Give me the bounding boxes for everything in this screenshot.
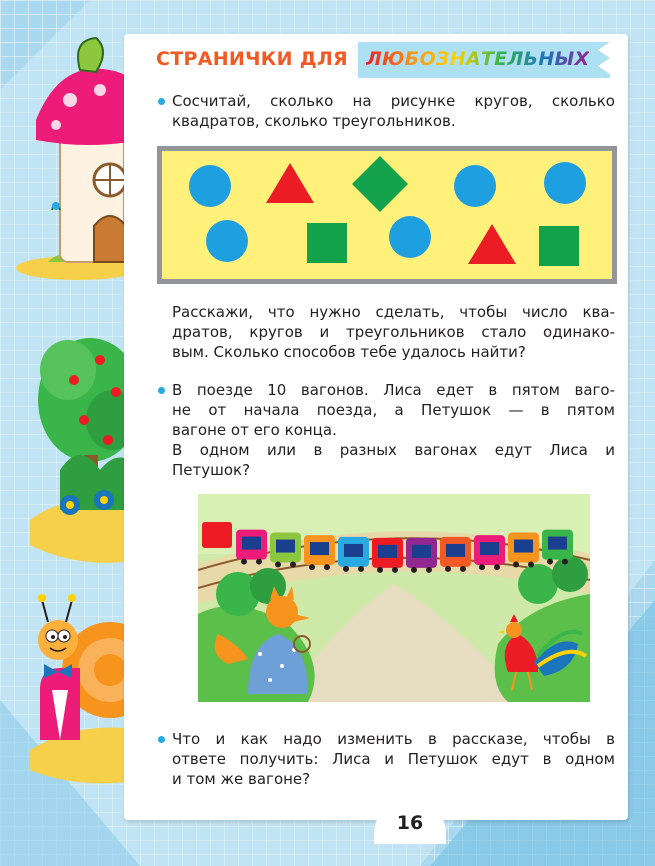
train-wagon bbox=[542, 530, 573, 565]
locomotive bbox=[202, 522, 232, 548]
circle-shape bbox=[544, 162, 586, 204]
mushroom-house-illustration bbox=[16, 38, 140, 280]
train-wagon bbox=[440, 537, 471, 572]
text-line: не от начала поезда, а Петушок — в пятом bbox=[172, 401, 615, 419]
shapes-svg bbox=[162, 151, 612, 279]
circle-shape bbox=[389, 216, 431, 258]
train-wagon bbox=[338, 537, 369, 572]
task1-followup-text bbox=[172, 302, 615, 362]
diamond-shape bbox=[352, 156, 408, 212]
task2-bullet bbox=[158, 387, 165, 394]
square-shape bbox=[307, 223, 347, 263]
left-decorative-art bbox=[0, 0, 140, 866]
text-line: Петушок? bbox=[172, 461, 251, 479]
header-title-right: ЛЮБОЗНАТЕЛЬНЫХ bbox=[366, 48, 590, 70]
task2-text bbox=[172, 380, 615, 480]
circle-shape bbox=[189, 165, 231, 207]
train-wagon bbox=[236, 530, 267, 565]
train-wagon bbox=[508, 533, 539, 568]
train-wagon bbox=[474, 535, 505, 570]
circle-shape bbox=[206, 220, 248, 262]
train-wagon bbox=[270, 533, 301, 568]
train-wagon bbox=[406, 538, 437, 573]
triangle-shape bbox=[266, 163, 314, 203]
task3-text bbox=[172, 729, 615, 789]
text-line: Расскажи, что нужно сделать, чтобы число ква- bbox=[172, 303, 615, 321]
train-wagon bbox=[372, 538, 403, 573]
train-fox-rooster-picture bbox=[198, 494, 590, 702]
triangle-shape bbox=[468, 224, 516, 264]
task1-bullet bbox=[158, 98, 165, 105]
task1-text bbox=[172, 91, 615, 131]
train-wagon bbox=[304, 535, 335, 570]
text-line: Сосчитай, сколько на рисунке кругов, сколько bbox=[172, 92, 615, 110]
text-line: квадратов, сколько треугольников. bbox=[172, 112, 456, 130]
text-line: и том же вагоне? bbox=[172, 770, 311, 788]
shapes-picture bbox=[157, 146, 617, 284]
section-header bbox=[124, 42, 628, 78]
task3-bullet bbox=[158, 736, 165, 743]
text-line: Что и как надо изменить в рассказе, чтобы в bbox=[172, 730, 615, 748]
header-title-left: СТРАНИЧКИ ДЛЯ bbox=[156, 48, 348, 70]
text-line: дратов, кругов и треугольников стало одинако- bbox=[172, 323, 615, 341]
text-line: ответе получить: Лиса и Петушок едут в одном bbox=[172, 750, 615, 768]
circle-shape bbox=[454, 165, 496, 207]
square-shape bbox=[539, 226, 579, 266]
text-line: В одном или в разных вагонах едут Лиса и bbox=[172, 441, 615, 459]
text-line: вагоне от его конца. bbox=[172, 421, 337, 439]
text-line: В поезде 10 вагонов. Лиса едет в пятом ваго- bbox=[172, 381, 615, 399]
page-number: 16 bbox=[396, 812, 424, 834]
text-line: вым. Сколько способов тебе удалось найти? bbox=[172, 343, 526, 361]
